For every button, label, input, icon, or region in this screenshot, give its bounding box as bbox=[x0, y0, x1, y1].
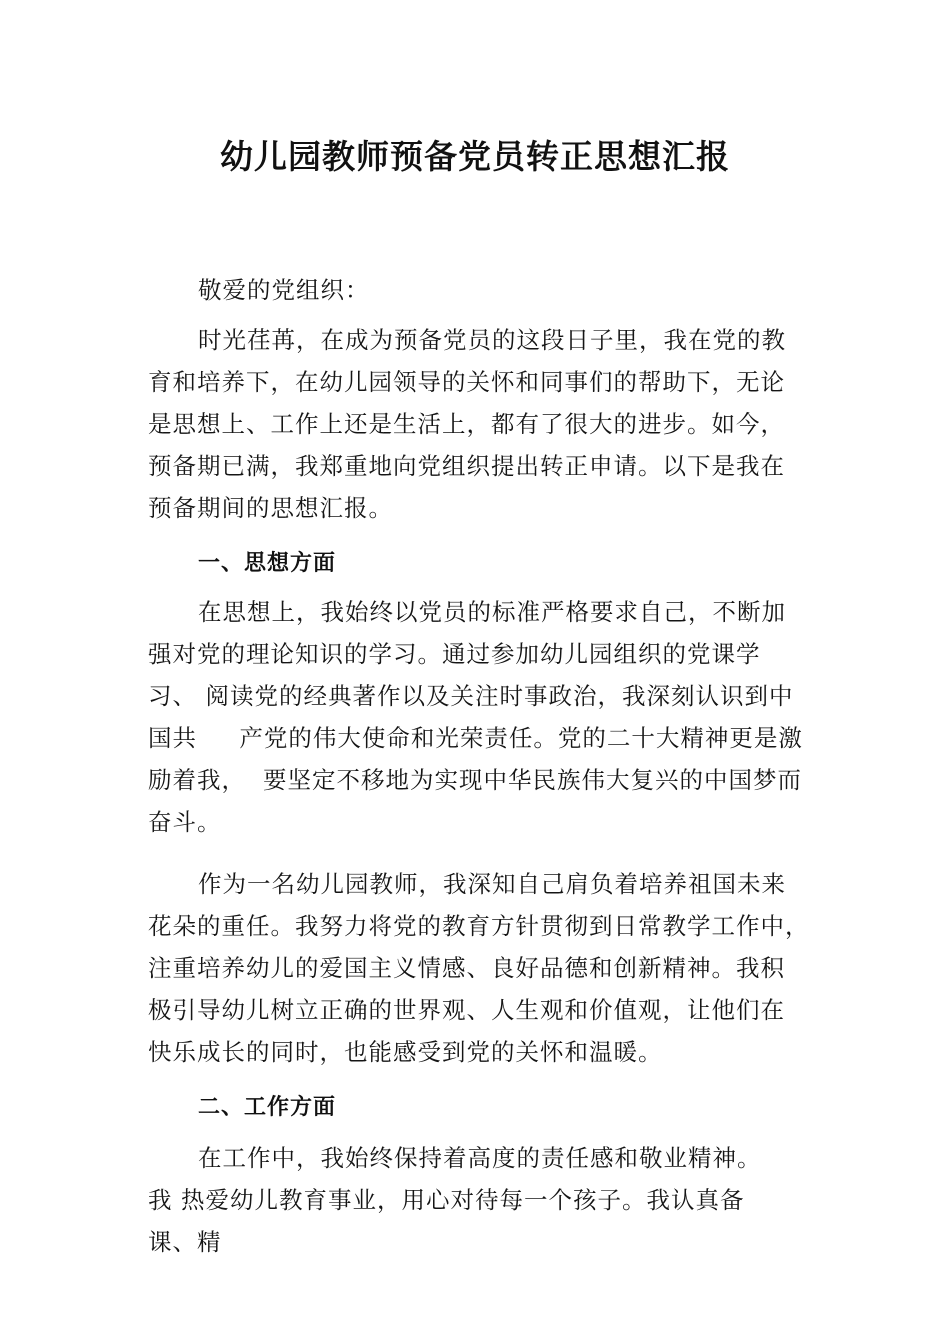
paragraph-line: 国共 产党的伟大使命和光荣责任。党的二十大精神更是激 bbox=[148, 724, 803, 752]
paragraph-line: 极引导幼儿树立正确的世界观、人生观和价值观，让他们在 bbox=[148, 996, 785, 1024]
document-title: 幼儿园教师预备党员转正思想汇报 bbox=[220, 137, 730, 176]
paragraph-line: 课、精 bbox=[148, 1228, 222, 1256]
intro-line: 育和培养下，在幼儿园领导的关怀和同事们的帮助下，无论 bbox=[148, 368, 785, 396]
intro-line: 预备期间的思想汇报。 bbox=[148, 494, 393, 522]
intro-line: 时光荏苒，在成为预备党员的这段日子里，我在党的教 bbox=[198, 326, 786, 354]
paragraph-line: 快乐成长的同时，也能感受到党的关怀和温暖。 bbox=[148, 1038, 663, 1066]
paragraph-line: 我 热爱幼儿教育事业，用心对待每一个孩子。我认真备 bbox=[148, 1186, 745, 1214]
paragraph-line: 奋斗。 bbox=[148, 808, 222, 836]
paragraph-line: 在思想上，我始终以党员的标准严格要求自己，不断加 bbox=[198, 598, 786, 626]
paragraph-line: 在工作中，我始终保持着高度的责任感和敬业精神。 bbox=[198, 1144, 762, 1172]
paragraph-line: 注重培养幼儿的爱国主义情感、良好品德和创新精神。我积 bbox=[148, 954, 785, 982]
paragraph-line: 励着我， 要坚定不移地为实现中华民族伟大复兴的中国梦而 bbox=[148, 766, 802, 794]
intro-line: 预备期已满，我郑重地向党组织提出转正申请。以下是我在 bbox=[148, 452, 785, 480]
intro-line: 是思想上、工作上还是生活上，都有了很大的进步。如今， bbox=[148, 410, 785, 438]
paragraph-line: 习、 阅读党的经典著作以及关注时事政治，我深刻认识到中 bbox=[148, 682, 794, 710]
salutation: 敬爱的党组织： bbox=[198, 276, 370, 304]
section-heading-work: 二、工作方面 bbox=[198, 1095, 337, 1120]
paragraph-line: 作为一名幼儿园教师，我深知自己肩负着培养祖国未来 bbox=[198, 870, 786, 898]
paragraph-line: 花朵的重任。我努力将党的教育方针贯彻到日常教学工作中， bbox=[148, 912, 810, 940]
section-heading-thought: 一、思想方面 bbox=[198, 551, 337, 576]
paragraph-line: 强对党的理论知识的学习。通过参加幼儿园组织的党课学 bbox=[148, 640, 761, 668]
